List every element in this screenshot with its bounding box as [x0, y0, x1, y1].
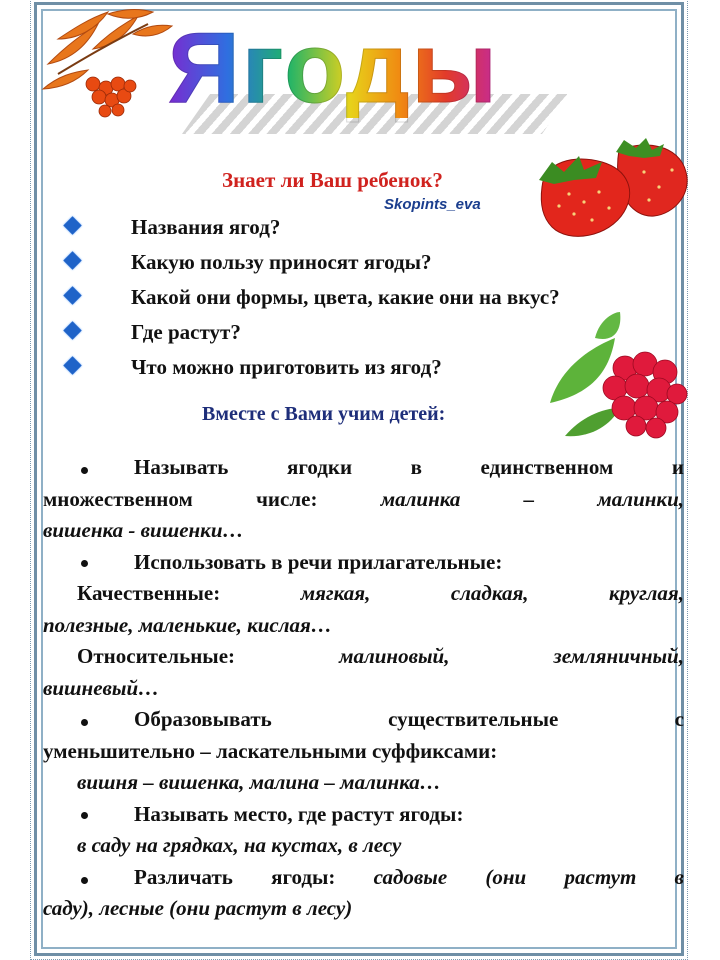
list-item: Где растут? — [64, 317, 560, 352]
skill-line: Называть место, где растут ягоды: — [43, 799, 684, 831]
skill-line: Называть ягодки в единственном и — [43, 452, 684, 484]
question-list — [64, 212, 560, 387]
skill-line: Качественные: мягкая, сладкая, круглая, — [77, 581, 684, 605]
skills-list — [43, 452, 684, 925]
skill-line: Использовать в речи прилагательные: — [43, 547, 684, 579]
diamond-icon — [63, 286, 81, 304]
skill-line: вишневый… — [43, 675, 160, 700]
skill-line: Различать ягоды: садовые (они растут в — [43, 862, 684, 894]
bullet-dot — [81, 812, 88, 819]
page-title: Ягоды — [168, 12, 499, 124]
question-heading: Знает ли Ваш ребенок? — [222, 168, 443, 192]
skill-line: Относительные: малиновый, земляничный, — [77, 644, 684, 668]
list-item: Названия ягод? — [64, 212, 560, 247]
skill-line: уменьшительно – ласкательными суффиксами: — [43, 738, 498, 763]
bullet-dot — [81, 560, 88, 567]
rowan-branch-icon — [38, 4, 178, 124]
list-item: Какую пользу приносят ягоды? — [64, 247, 560, 282]
skill-line: саду), лесные (они растут в лесу) — [43, 896, 353, 920]
bullet-dot — [81, 467, 88, 474]
bullet-dot — [81, 877, 88, 884]
skill-line: полезные, маленькие, кислая… — [43, 612, 332, 637]
diamond-icon — [63, 356, 81, 374]
raspberry-icon — [540, 308, 690, 448]
skill-line: в саду на грядках, на кустах, в лесу — [77, 833, 402, 857]
together-heading: Вместе с Вами учим детей: — [202, 403, 446, 425]
skill-line: вишня – вишенка, малина – малинка… — [77, 770, 441, 794]
diamond-icon — [63, 321, 81, 339]
diamond-icon — [63, 216, 81, 234]
list-item: Что можно приготовить из ягод? — [64, 352, 560, 387]
diamond-icon — [63, 251, 81, 269]
skill-line: множественном числе: малинка – малинки, — [43, 486, 684, 511]
credit-label: Skopints_eva — [384, 196, 481, 213]
list-item: Какой они формы, цвета, какие они на вкус? — [64, 282, 560, 317]
bullet-dot — [81, 719, 88, 726]
skill-line: Образовывать существительные с — [43, 704, 684, 736]
title-block — [168, 14, 588, 144]
skill-line: вишенка - вишенки… — [43, 518, 244, 542]
